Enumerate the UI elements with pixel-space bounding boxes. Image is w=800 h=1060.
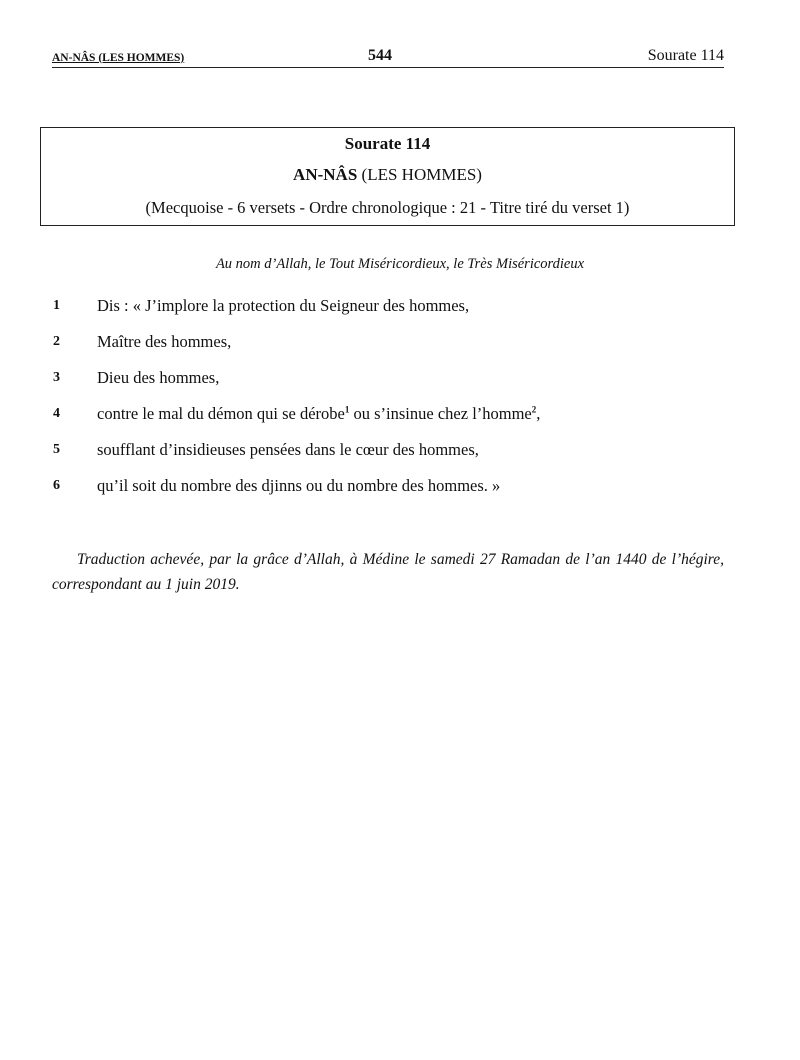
verse-text-part: ,: [536, 404, 541, 423]
running-header: [52, 47, 724, 68]
header-surah-name: AN-NÂS (LES HOMMES): [52, 52, 185, 64]
surah-title-box: [40, 127, 735, 226]
verse: [0, 368, 800, 392]
verse: [0, 332, 800, 356]
verse-number: 1: [53, 298, 60, 313]
verse-text-part: ou s’insinue chez l’homme: [349, 404, 532, 423]
surah-info: (Mecquoise - 6 versets - Ordre chronologique : 21 - Titre tiré du verset 1): [145, 198, 630, 217]
verse: [0, 296, 800, 320]
verse-text: Dieu des hommes,: [97, 368, 220, 387]
verse: [0, 476, 800, 500]
verse: [0, 404, 800, 428]
verse-text: soufflant d’insidieuses pensées dans le cœur des hommes,: [97, 440, 479, 459]
footnote-marker[interactable]: 2: [531, 404, 537, 415]
verse-number: 2: [53, 334, 60, 349]
header-surah-number: Sourate 114: [647, 47, 724, 64]
verse-number: 6: [53, 478, 60, 493]
surah-name-arabic: AN-NÂS: [293, 165, 358, 184]
verse-text: Maître des hommes,: [97, 332, 232, 351]
translation-colophon: Traduction achevée, par la grâce d’Allah, à Médine le samedi 27 Ramadan de l’an 1440 de l’hégire, correspondant au 1 juin 2019.: [52, 551, 724, 593]
verse-number: 4: [53, 406, 60, 421]
surah-name-title: [41, 165, 734, 185]
verse-text: [97, 404, 540, 424]
verse-number: 5: [53, 442, 60, 457]
surah-name-translation: (LES HOMMES): [357, 165, 482, 184]
surah-number-title: Sourate 114: [344, 134, 431, 153]
verse-number: 3: [53, 370, 60, 385]
verse-text-part: contre le mal du démon qui se dérobe: [97, 404, 345, 423]
footnote-marker[interactable]: 1: [344, 404, 350, 415]
page-number: 544: [368, 47, 392, 64]
verse-text: Dis : « J’implore la protection du Seigneur des hommes,: [97, 296, 470, 315]
verse-text: qu’il soit du nombre des djinns ou du nombre des hommes. »: [97, 476, 501, 495]
basmala: Au nom d’Allah, le Tout Miséricordieux, le Très Miséricordieux: [215, 256, 585, 272]
verse: [0, 440, 800, 464]
